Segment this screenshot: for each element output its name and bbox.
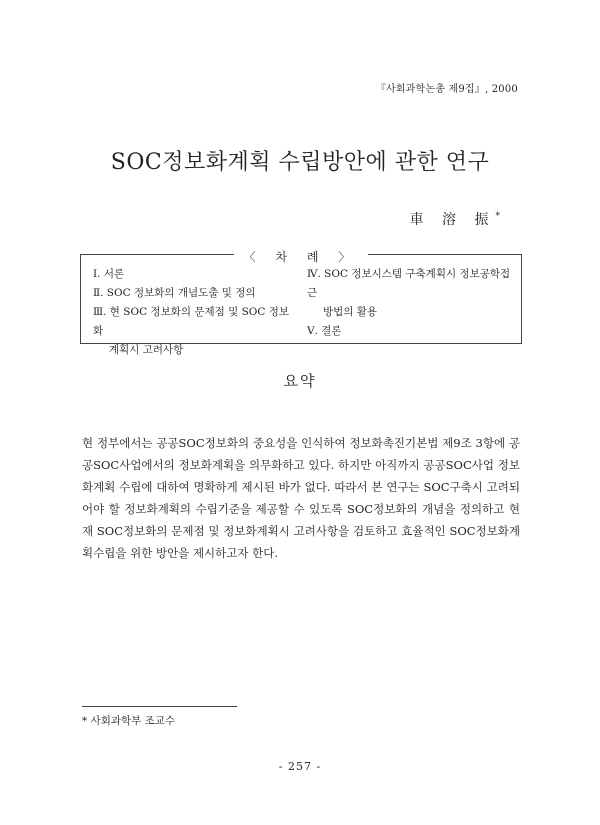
abstract-body: 현 정부에서는 공공SOC정보화의 중요성을 인식하여 정보화촉진기본법 제9조 3항에 공공SOC사업에서의 정보화계획을 의무화하고 있다. 하지만 아직까지 공공SOC사업 정보화계획 수립에 대하여 명확하게 제시된 바가 없다. 따라서 본 연구는 SOC구축시 고려되어야 할 정보화계획의 수립기준을 제공할 수 있도록 SOC정보화의 개념을 정의하고 현재 SOC정보화의 문제점 및 정보화계획시 고려사항을 검토하고 효율적인 SOC정보화계획수립을 위한 방안을 제시하고자 한다. [82, 436, 520, 560]
page-number: - 257 - [278, 760, 322, 773]
journal-reference: 『사회과학논총 제9집』, 2000 [375, 84, 518, 95]
toc-heading-text: 〈 차 례 〉 [234, 250, 369, 264]
author [410, 209, 500, 229]
toc-item: Ⅲ. 현 SOC 정보화의 문제점 및 SOC 정보화 [93, 306, 290, 337]
toc-heading [81, 246, 521, 265]
toc-item-continuation: 계획시 고려사항 [109, 344, 184, 356]
toc-item: Ⅰ. 서론 [93, 268, 125, 280]
paper-title: SOC정보화계획 수립방안에 관한 연구 [110, 150, 490, 175]
toc-left-column [93, 265, 298, 360]
toc-right-column [307, 265, 517, 341]
author-name: 車 溶 振 [409, 212, 496, 228]
author-footnote-mark: * [495, 211, 500, 222]
toc-item: Ⅴ. 결론 [307, 325, 342, 337]
table-of-contents [80, 250, 522, 356]
toc-item-continuation: 방법의 활용 [323, 306, 378, 318]
footnote-divider [82, 706, 237, 707]
toc-item: Ⅳ. SOC 정보시스템 구축계획시 정보공학접근 [307, 268, 511, 299]
footnote: * 사회과학부 조교수 [82, 715, 176, 727]
abstract-heading: 요약 [283, 372, 317, 390]
toc-item: Ⅱ. SOC 정보화의 개념도출 및 정의 [93, 287, 256, 299]
